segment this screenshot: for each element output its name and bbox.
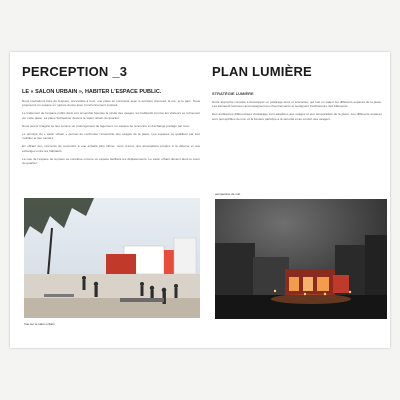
left-column <box>22 64 200 165</box>
lighting-paragraph: Notre approche consiste à développer un éclairage doux et scénarisé, qui met en valeur les différents espaces de la place. Les éléments lumineux accompagnent les cheminements et soulignent l'architecture des bâtiments. <box>212 100 382 109</box>
perception-paragraph: Le traitement de l'espace public dans son ensemble favorise la mixité des usages, les habitants comme les visiteurs se retrouvent sur cette place. La place Schweitzer devient le salon urbain du quartier. <box>22 111 200 120</box>
left-photo-caption: Vue sur le salon urbain <box>24 322 55 326</box>
document-sheet <box>10 52 390 348</box>
perception-paragraph: En offrant des moments de rencontre à une échelle plus intime, nous créons une atmosphère propice à la détente et aux échanges entre les habitants. <box>22 144 200 153</box>
perception-paragraph: Nous avons imaginé ce lieu comme un prolongement du logement, un espace de rencontre et d'échange partagé par tous. <box>22 123 190 128</box>
perception-paragraph: La voie de l'espace de la place se constitue comme un espace facilitant les déplacements. Le salon urbain devient alors le cœur du quartier. <box>22 156 200 166</box>
right-photo-caption: perspective de nuit <box>215 192 241 196</box>
night-perspective-render <box>215 199 387 319</box>
perception-subtitle: LE « SALON URBAIN », HABITER L'ESPACE PUBLIC. <box>22 89 162 95</box>
lighting-paragraph: Des ambiances différenciées d'éclairage sont adaptées aux usages et aux temporalités de la place. Les différents espaces sont perceptibles de nuit, et la lumière participe à la sécurité et au confort des usagers. <box>212 112 382 121</box>
salon-urbain-image <box>24 198 200 318</box>
right-column <box>212 64 382 121</box>
perception-paragraph: Le principe du « salon urbain » permet de confronter l'ensemble des usages de la place. Les espaces se qualifient par leur mobilier et leur lumière. <box>22 132 200 141</box>
salon-urbain-render <box>24 198 200 318</box>
perception-title: PERCEPTION _3 <box>22 64 128 79</box>
perception-paragraph: Nous souhaitons faire de l'espace, accessible à tous, une place en continuité avec le territoire d'accueil, la rue, et le parc. Nous proposons un espace en rupture douce avec l'environnement existant. <box>22 99 200 108</box>
plan-lumiere-title: PLAN LUMIÈRE <box>212 64 312 79</box>
night-perspective-image <box>215 199 387 319</box>
strategy-kicker: STRATÉGIE LUMIÈRE <box>212 91 254 96</box>
